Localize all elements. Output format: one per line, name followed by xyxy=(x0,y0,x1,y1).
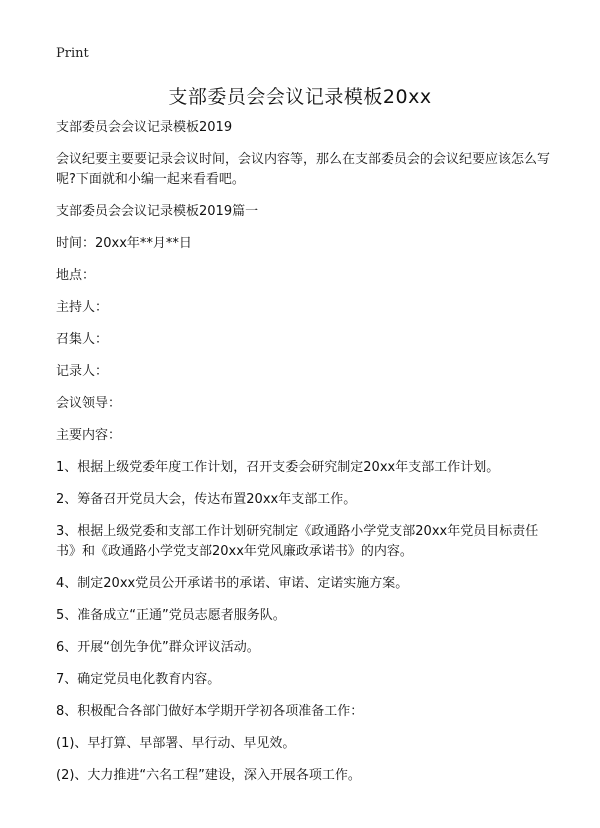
leader-field: 会议领导： xyxy=(56,396,122,411)
list-item: 8、积极配合各部门做好本学期开学初各项准备工作： xyxy=(56,704,364,719)
time-field: 时间：20xx年**月**日 xyxy=(56,236,192,251)
recorder-field: 记录人： xyxy=(56,364,109,379)
document-title: 支部委员会会议记录模板20xx xyxy=(168,86,432,108)
main-content-heading: 主要内容： xyxy=(56,428,122,443)
document-body xyxy=(56,118,556,798)
section-heading: 支部委员会会议记录模板2019篇一 xyxy=(56,204,259,219)
list-item: 6、开展“创先争优”群众评议活动。 xyxy=(56,640,260,655)
list-item: 3、根据上级党委和支部工作计划研究制定《政通路小学党支部20xx年党员目标责任书》和《政通路小学党支部20xx年党风廉政承诺书》的内容。 xyxy=(56,524,539,559)
list-item: 7、确定党员电化教育内容。 xyxy=(56,672,221,687)
intro-paragraph: 会议纪要主要要记录会议时间，会议内容等，那么在支部委员会的会议纪要应该怎么写呢?下面就和小编一起来看看吧。 xyxy=(56,152,551,187)
host-field: 主持人： xyxy=(56,300,109,315)
list-item: 5、准备成立“正通”党员志愿者服务队。 xyxy=(56,608,286,623)
sub-list-item: (2)、大力推进“六名工程”建设，深入开展各项工作。 xyxy=(56,768,361,783)
list-item: 4、制定20xx党员公开承诺书的承诺、审诺、定诺实施方案。 xyxy=(56,576,409,591)
subtitle-paragraph: 支部委员会会议记录模板2019 xyxy=(56,120,233,135)
location-field: 地点： xyxy=(56,268,96,283)
list-item: 2、筹备召开党员大会，传达布置20xx年支部工作。 xyxy=(56,492,357,507)
sub-list-item: (1)、早打算、早部署、早行动、早见效。 xyxy=(56,736,296,751)
list-item: 1、根据上级党委年度工作计划，召开支委会研究制定20xx年支部工作计划。 xyxy=(56,460,500,475)
print-label: Print xyxy=(56,46,89,61)
convener-field: 召集人： xyxy=(56,332,109,347)
